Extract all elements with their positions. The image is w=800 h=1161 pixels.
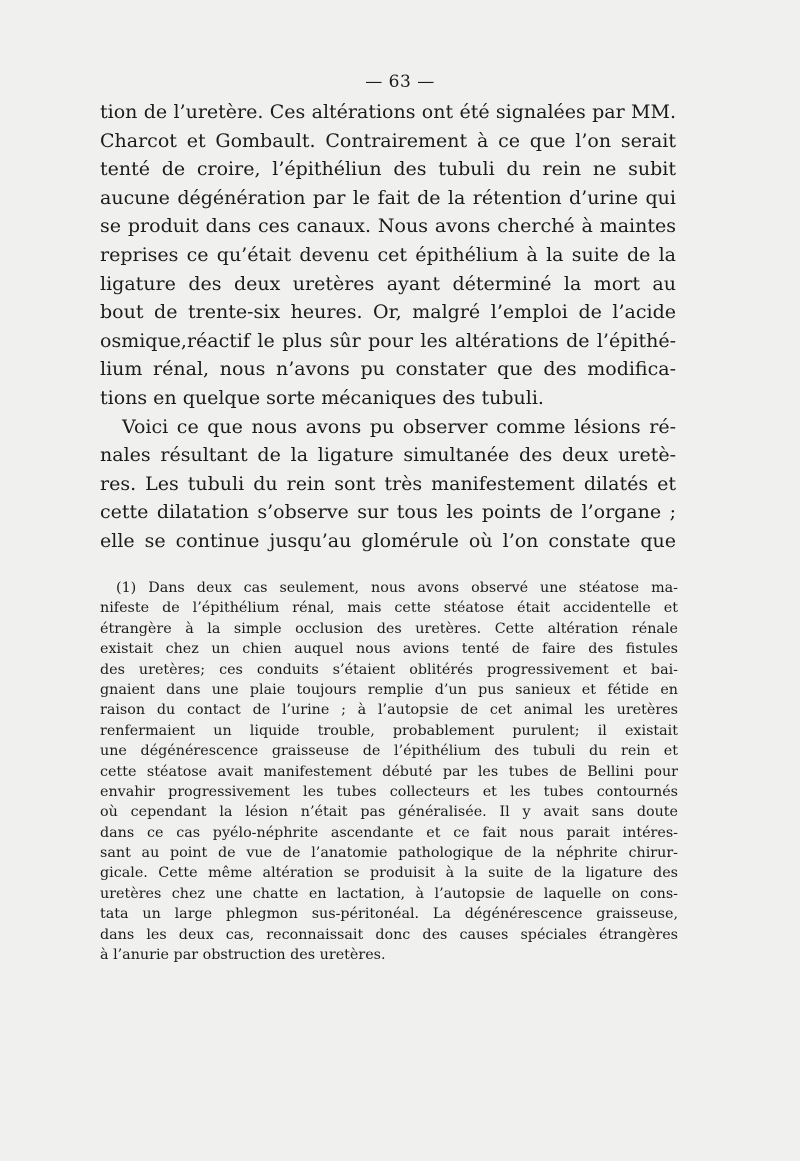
footnote-line: une dégénérescence graisseuse de l’épithélium des tubuli du rein et [100, 743, 678, 760]
footnote-line: à l’anurie par obstruction des uretères. [100, 947, 386, 964]
footnote-line: tata un large phlegmon sus-péritonéal. La dégénérescence graisseuse, [100, 906, 678, 923]
text-line: se produit dans ces canaux. Nous avons cherché à maintes [100, 215, 676, 238]
text-line: cette dilatation s’observe sur tous les points de l’organe ; [100, 501, 676, 524]
footnote-line: existait chez un chien auquel nous avions tenté de faire des fistules [100, 641, 678, 658]
footnote-line: gnaient dans une plaie toujours remplie d’un pus sanieux et fétide en [100, 681, 678, 698]
footnote-line: gicale. Cette même altération se produisit à la suite de la ligature des [100, 865, 678, 882]
footnote-line: dans ce cas pyélo-néphrite ascendante et ce fait nous parait intéres- [100, 824, 678, 841]
footnote-line: cette stéatose avait manifestement débuté par les tubes de Bellini pour [100, 763, 678, 780]
text-line: Voici ce que nous avons pu observer comme lésions ré- [122, 415, 676, 438]
footnote [100, 578, 678, 965]
main-text [100, 98, 676, 556]
page-number: — 63 — [365, 72, 435, 92]
text-line: tions en quelque sorte mécaniques des tubuli. [100, 386, 544, 409]
footnote-line: envahir progressivement les tubes collecteurs et les tubes contournés [100, 783, 678, 800]
text-line: tion de l’uretère. Ces altérations ont été signalées par MM. [100, 101, 676, 123]
footnote-line: uretères chez une chatte en lactation, à l’autopsie de laquelle on cons- [100, 885, 678, 902]
footnote-line: (1) Dans deux cas seulement, nous avons observé une stéatose ma- [116, 580, 678, 596]
footnote-line: dans les deux cas, reconnaissait donc des causes spéciales étrangères [100, 926, 678, 943]
text-line: tenté de croire, l’épithéliun des tubuli du rein ne subit [100, 158, 676, 181]
text-line: nales résultant de la ligature simultanée des deux uretè- [100, 444, 676, 467]
footnote-line: sant au point de vue de l’anatomie pathologique de la néphrite chirur- [100, 845, 678, 862]
text-line: bout de trente-six heures. Or, malgré l’emploi de l’acide [100, 301, 676, 324]
footnote-line: où cependant la lésion n’était pas généralisée. Il y avait sans doute [100, 804, 678, 821]
text-line: ligature des deux uretères ayant déterminé la mort au [100, 272, 676, 295]
text-line: lium rénal, nous n’avons pu constater que des modifica- [100, 358, 676, 381]
text-line: elle se continue jusqu’au glomérule où l’on constate que [100, 529, 676, 552]
text-line: osmique,réactif le plus sûr pour les altérations de l’épithé- [100, 329, 676, 352]
text-line: aucune dégénération par le fait de la rétention d’urine qui [100, 186, 676, 209]
footnote-line: étrangère à la simple occlusion des uretères. Cette altération rénale [100, 620, 678, 637]
footnote-line: renfermaient un liquide trouble, probablement purulent; il existait [100, 722, 678, 739]
footnote-line: nifeste de l’épithélium rénal, mais cette stéatose était accidentelle et [100, 600, 678, 617]
text-line: Charcot et Gombault. Contrairement à ce que l’on serait [100, 129, 676, 152]
text-line: reprises ce qu’était devenu cet épithélium à la suite de la [100, 243, 676, 266]
text-line: res. Les tubuli du rein sont très manifestement dilatés et [100, 472, 676, 495]
footnote-line: des uretères; ces conduits s’étaient oblitérés progressivement et bai- [100, 661, 678, 678]
footnote-line: raison du contact de l’urine ; à l’autopsie de cet animal les uretères [100, 702, 678, 719]
